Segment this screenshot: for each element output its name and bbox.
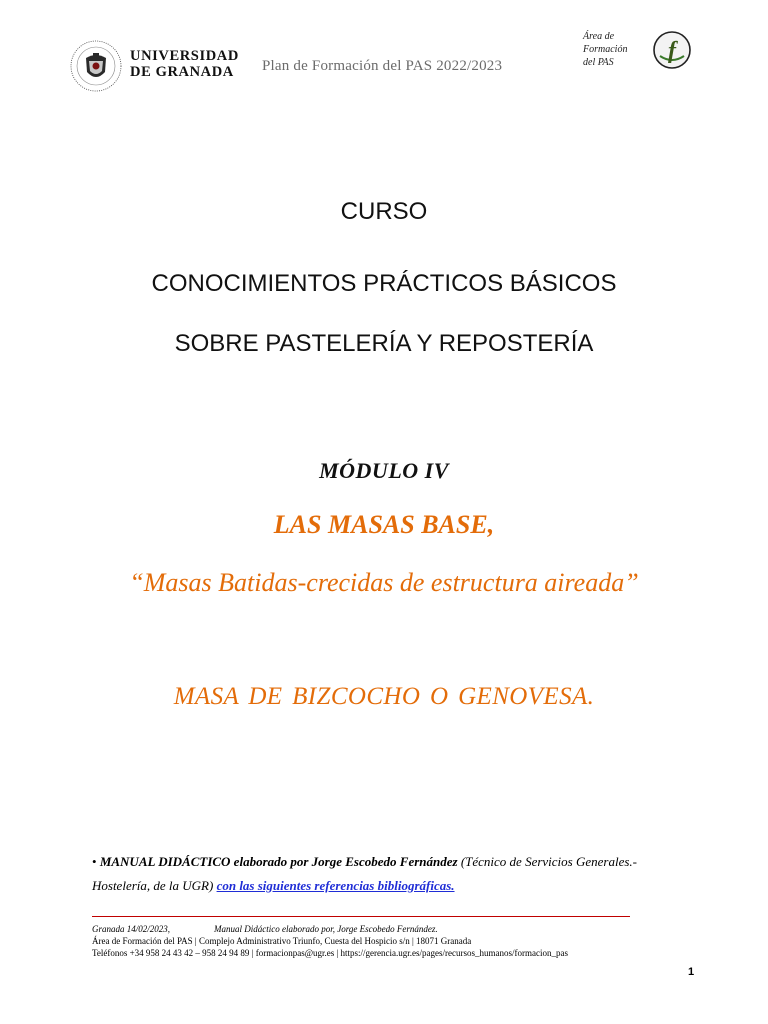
manual-author-role: (Técnico de Servicios Generales.- Hostelería, de la UGR) — [92, 854, 637, 893]
topic-title: MASA DE BIZCOCHO O GENOVESA. — [173, 683, 595, 710]
university-name — [130, 48, 239, 80]
plan-title: Plan de Formación del PAS 2022/2023 — [262, 58, 503, 74]
footer-contact: Teléfonos +34 958 24 43 42 – 958 24 94 89 | formacionpas@ugr.es | https://gerencia.ugr.es/pages/recursos_humanos/formacion_pas — [92, 948, 568, 958]
footer-first-line — [92, 923, 568, 935]
footer-address: Área de Formación del PAS | Complejo Administrativo Triunfo, Cuesta del Hospicio s/n | 18071 Granada — [92, 936, 472, 946]
manual-note — [92, 850, 692, 898]
course-title-line2: SOBRE PASTELERÍA Y REPOSTERÍA — [174, 330, 594, 357]
section-subtitle: “Masas Batidas-crecidas de estructura aireada” — [129, 568, 639, 597]
area-label-line3: del PAS — [583, 57, 614, 68]
university-name-line1: UNIVERSIDAD — [130, 48, 239, 64]
area-label-line1: Área de — [583, 31, 615, 42]
manual-author: MANUAL DIDÁCTICO elaborado por Jorge Escobedo Fernández — [99, 854, 458, 869]
area-label — [583, 30, 627, 69]
university-seal-logo — [70, 40, 122, 92]
formacion-logo — [652, 30, 692, 70]
university-name-line2: DE GRANADA — [130, 64, 234, 80]
course-label: CURSO — [340, 198, 428, 225]
footer — [92, 923, 568, 959]
page-number: 1 — [688, 966, 695, 978]
section-title: LAS MASAS BASE, — [273, 510, 495, 539]
footer-date: Granada 14/02/2023, — [92, 924, 171, 934]
bullet: • — [92, 854, 97, 869]
bibliography-link[interactable]: con las siguientes referencias bibliográficas. — [216, 878, 455, 893]
module-title: MÓDULO IV — [319, 458, 449, 483]
area-label-line2: Formación — [583, 44, 628, 55]
formacion-logo-letter: f — [668, 38, 676, 64]
course-title-line1: CONOCIMIENTOS PRÁCTICOS BÁSICOS — [151, 270, 617, 297]
footer-rule — [92, 916, 630, 917]
footer-author: Manual Didáctico elaborado por, Jorge Escobedo Fernández. — [214, 924, 438, 934]
